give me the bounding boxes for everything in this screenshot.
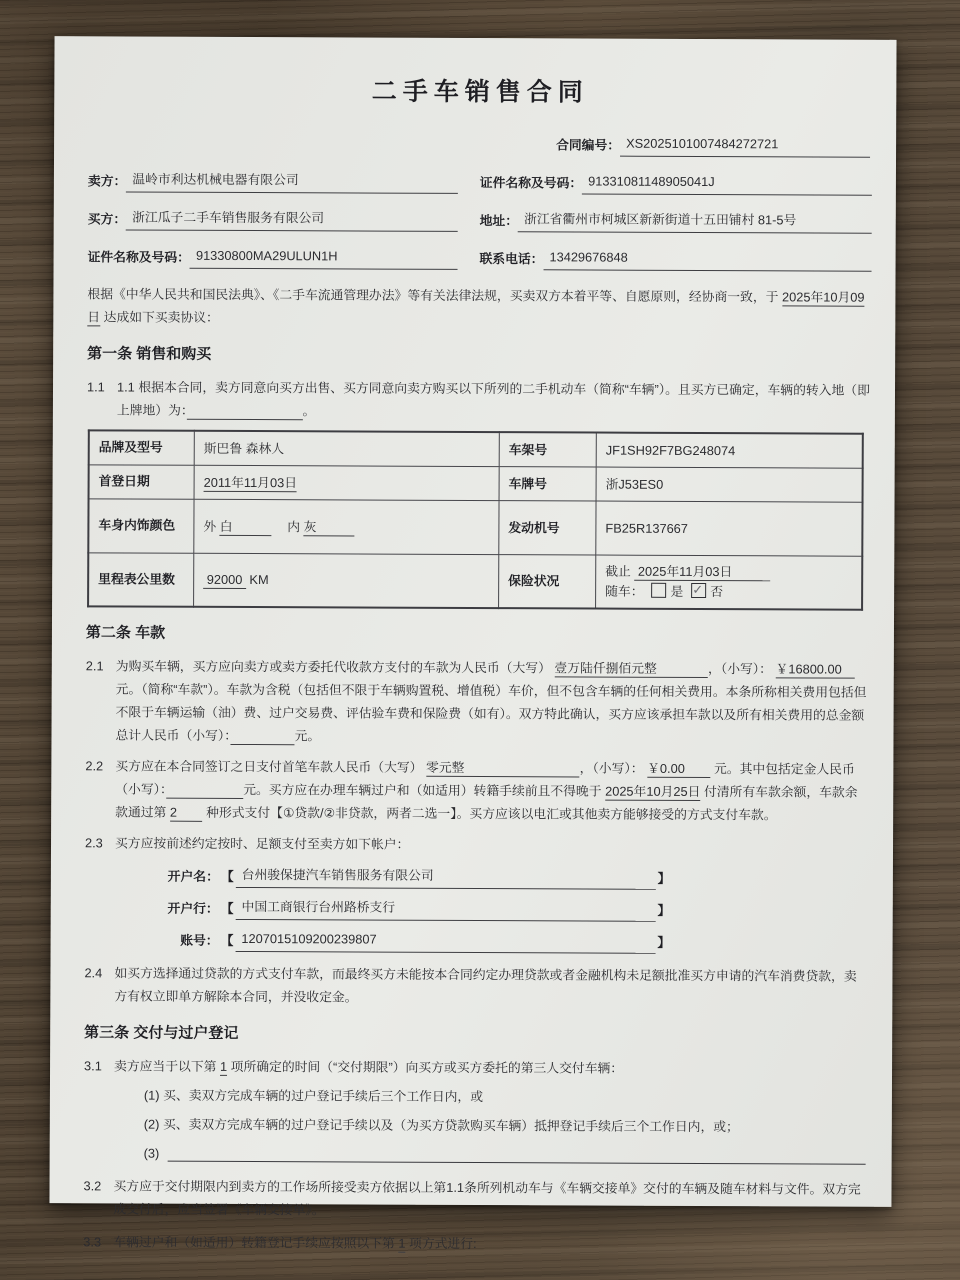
clause-number: 3.2 (83, 1178, 102, 1194)
party-row (88, 167, 872, 195)
vin-label: 车架号 (499, 432, 596, 466)
bracket-open: 【 (220, 932, 234, 948)
phone-field (479, 245, 871, 272)
buyer-id-label: 证件名称及号码： (87, 249, 190, 265)
clause-2-4 (84, 961, 868, 1010)
no-option-label: 否 (710, 584, 724, 600)
bank-label: 开户行： (167, 900, 219, 916)
insurance-label: 保险状况 (499, 554, 596, 608)
bank-value: 中国工商银行台州路桥支行 (235, 894, 655, 921)
blank-line (167, 1146, 865, 1164)
seller-id-value: 91331081148905041J (582, 170, 872, 196)
clause-number: 2.1 (85, 658, 104, 674)
color-label: 车身内饰颜色 (88, 499, 194, 553)
clause-number: 2.2 (85, 758, 104, 774)
section1-heading: 第一条 销售和购买 (87, 345, 212, 364)
engine-value: FB25R137667 (596, 501, 863, 556)
clause-text: 1.1 根据本合同，卖方同意向买方出售、买方同意向卖方购买以下所列的二手机动车（简称“车辆”）。且买方已确定，车辆的转入地（即上牌地）为： 。 (116, 379, 870, 419)
insurance-value (596, 555, 863, 610)
address-value: 浙江省衢州市柯城区新新街道十五田铺村 81-5号 (518, 207, 872, 234)
document-title: 二手车销售合同 (371, 77, 589, 107)
clause-number: 3.3 (83, 1234, 102, 1250)
bracket-close: 】 (657, 902, 671, 918)
delivery-intro: 卖方应当于以下第 1 项所确定的时间（“交付期限”）向买方或买方委托的第三人交付车辆： (114, 1058, 624, 1076)
color-value: 外 白 内 灰 (194, 499, 499, 554)
clause-text (115, 832, 870, 954)
checkbox-yes-icon (651, 583, 666, 598)
plate-value: 浙J53ES0 (596, 467, 863, 502)
account-number-value: 1207015109200239807 (235, 927, 655, 954)
list-item (144, 1141, 868, 1167)
mileage-value: 92000 KM (194, 553, 499, 608)
seller-id-field (480, 169, 872, 196)
clause-3-2 (83, 1174, 867, 1223)
brand-label: 品牌及型号 (89, 431, 195, 465)
check-icon: ✓ (692, 581, 704, 598)
seller-id-label: 证件名称及号码： (479, 175, 583, 191)
clause-number: 1.1 (86, 379, 105, 395)
phone-value: 13429676848 (543, 245, 871, 271)
table-row (89, 431, 863, 468)
seller-label: 卖方： (87, 173, 127, 189)
party-row (88, 243, 872, 271)
clause-number: 2.4 (84, 964, 103, 980)
account-number-label: 账号： (180, 932, 219, 948)
list-item: (1) 买、卖双方完成车辆的过户登记手续后三个工作日内，或 (143, 1087, 484, 1104)
clause-2-1 (85, 655, 869, 751)
clause-1-1 (87, 376, 871, 425)
address-label: 地址： (479, 213, 519, 229)
buyer-value: 浙江瓜子二手车销售服务有限公司 (126, 206, 458, 232)
clause-3-3 (83, 1230, 867, 1256)
bracket-close: 】 (657, 870, 671, 886)
insurance-with-car (605, 582, 852, 604)
clause-text: 如买方选择通过贷款的方式支付车款，而最终买方未能按本合同约定办理贷款或者金融机构未足额批准买方申请的汽车消费贷款，卖方有权立即单方解除本合同，并没收定金。 (114, 965, 857, 1005)
account-intro: 买方应按前述约定按时、足额支付至卖方如下帐户： (114, 835, 410, 853)
clause-text: 买方应于交付期限内到卖方的工作场所接受卖方依据以上第1.1条所列机动车与《车辆交接单》交付的车辆及随车材料与文件。双方完成交付后，应当签署《车辆交接单》。 (113, 1178, 861, 1218)
preamble-paragraph: 根据《中华人民共和国民法典》、《二手车流通管理办法》等有关法律法规，买卖双方本着平等、自愿原则，经协商一致，于 2025年10月09日 达成如下买卖协议： (87, 286, 865, 326)
account-number-line (115, 926, 869, 954)
party-row (88, 205, 872, 233)
section2-heading: 第二条 车款 (85, 624, 166, 642)
buyer-id-value: 91330800MA29ULUN1H (190, 244, 458, 270)
document-content (49, 36, 896, 1257)
account-name-label: 开户名： (167, 868, 219, 884)
clause-2-2 (85, 755, 869, 828)
clause-text: 为购买车辆，买方应向卖方或卖方委托代收款方支付的车款为人民币（大写） 壹万陆仟捌佰元整 ，（小写）： ￥16800.00 元。（简称“车款”）。车款为含税（包括但不限于车辆购置税、增值税）车价，但不包含车辆的任何相关费用。本条所称相关费用包括但不限于车辆运输（油）费、过户交易费、评估验车费和保险费（如有）。双方特此确认，买方应该承担车款以及所有相关费用的总金额总计人民币（小写）： 元。 (115, 658, 867, 744)
phone-label: 联系电话： (479, 251, 544, 267)
clause-2-3 (85, 832, 870, 955)
list-item: (2) 买、卖双方完成车辆的过户登记手续以及（为买方贷款购买车辆）抵押登记手续后三个工作日内，或； (143, 1116, 739, 1134)
vin-value: JF1SH92F7BG248074 (596, 433, 863, 468)
table-row (88, 553, 862, 610)
address-field (480, 207, 872, 234)
clause-text (114, 1054, 868, 1167)
contract-number-label: 合同编号： (556, 137, 621, 153)
vehicle-info-table (87, 430, 864, 611)
item-3-label: (3) (143, 1145, 160, 1161)
brand-value: 斯巴鲁 森林人 (194, 431, 499, 466)
buyer-id-field (88, 243, 458, 270)
insurance-until: 截止 2025年11月03日 (605, 563, 771, 579)
section3-heading: 第三条 交付与过户登记 (84, 1023, 239, 1042)
bracket-open: 【 (220, 900, 234, 916)
account-name-value: 台州骏保捷汽车销售服务有限公司 (236, 862, 656, 889)
account-name-line (115, 862, 869, 890)
clause-text: 车辆过户和（如适用）转籍登记手续应按照以下第 1 项方式进行: (113, 1234, 477, 1251)
yes-option-label: 是 (670, 583, 684, 599)
first-reg-value: 2011年11月03日 (194, 465, 499, 500)
bracket-close: 】 (657, 934, 671, 950)
clause-number: 2.3 (84, 835, 103, 851)
table-row (89, 465, 863, 502)
checkbox-no-checked-icon (691, 583, 706, 598)
contract-number-value: XS2025101007484272721 (620, 132, 870, 158)
clause-number: 3.1 (84, 1057, 102, 1074)
first-reg-label: 首登日期 (89, 465, 195, 499)
clause-3-1 (84, 1054, 868, 1168)
mileage-label: 里程表公里数 (88, 553, 194, 607)
contract-number-row (88, 129, 870, 157)
table-row (88, 499, 862, 556)
plate-label: 车牌号 (499, 466, 596, 500)
engine-label: 发动机号 (499, 500, 596, 554)
bracket-open: 【 (220, 868, 234, 884)
bank-line (115, 894, 869, 922)
contract-document (49, 36, 896, 1251)
buyer-label: 买方： (87, 211, 127, 227)
seller-value: 温岭市利达机械电器有限公司 (126, 168, 458, 194)
buyer-field (88, 205, 458, 232)
clause-text: 买方应在本合同签订之日支付首笔车款人民币（大写） 零元整 ，（小写）： ￥0.00 元。其中包括定金人民币（小写）： 元。买方应在办理车辆过户和（如适用）转籍手续前且不得晚于 2025年10月25日 付清所有车款余额，车款余款通过第 2 种形式支付【①贷款/②非贷款，两者二选一】。买方应该以电汇或其他卖方能够接受的方式支付车款。 (115, 758, 858, 823)
with-car-label: 随车： (605, 583, 644, 599)
seller-field (88, 167, 458, 194)
